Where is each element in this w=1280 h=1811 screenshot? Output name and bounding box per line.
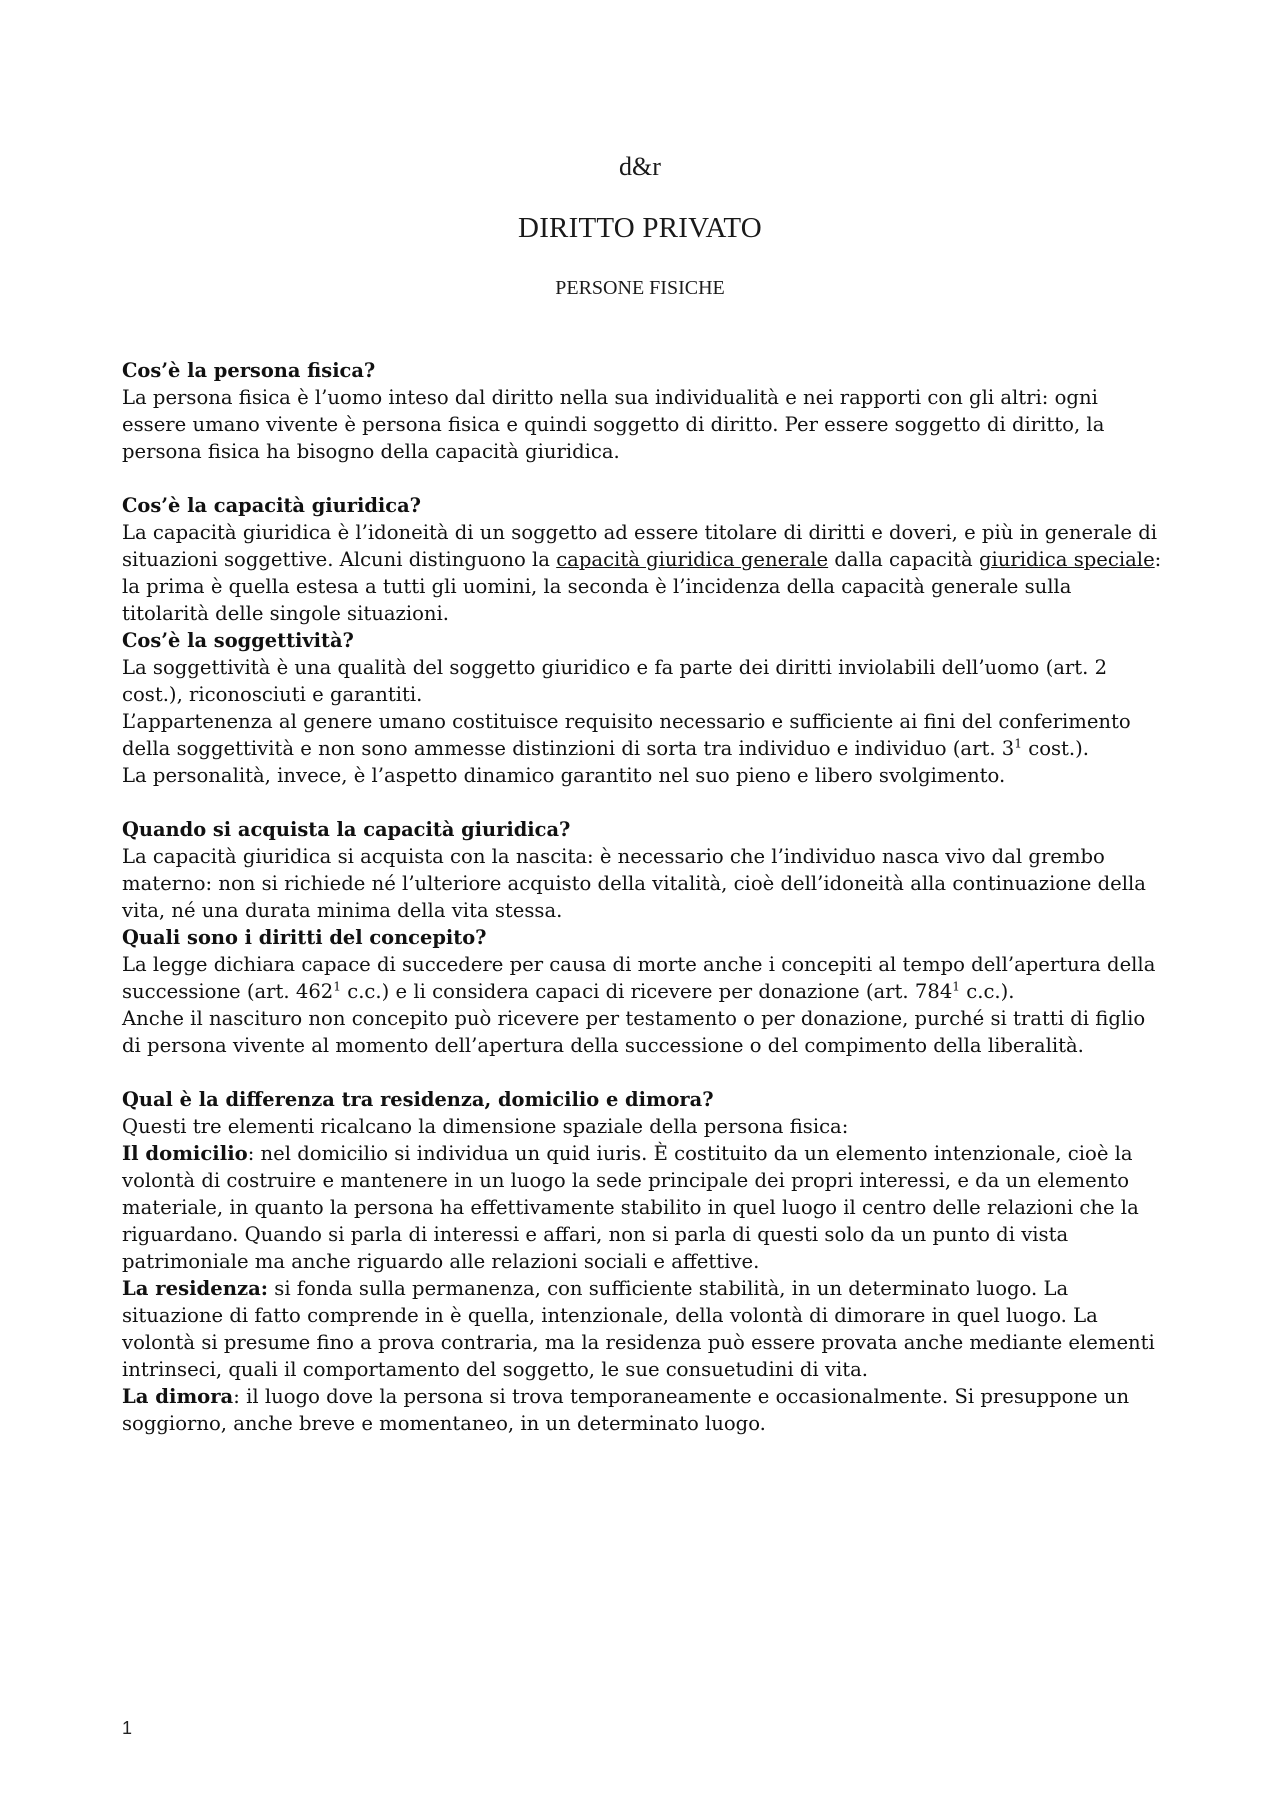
section-question: Cos’è la soggettività?: [122, 629, 354, 652]
underlined-term: giuridica speciale: [978, 548, 1155, 571]
text-run: L’appartenenza al genere umano costituisce requisito necessario e sufficiente ai fini del conferimento della soggettività e non sono ammesse distinzioni di sorta tra individuo e individuo (art. 3: [122, 710, 1131, 760]
section-paragraph: [122, 708, 1162, 762]
document-title: DIRITTO PRIVATO: [518, 212, 762, 244]
brand-mark: d&r: [619, 152, 661, 181]
definition-dimora: [122, 1383, 1162, 1437]
text-run: dalla capacità: [828, 548, 979, 571]
document-body: [122, 357, 1162, 1437]
section-question: Qual è la differenza tra residenza, domicilio e dimora?: [122, 1088, 714, 1111]
section-paragraph: La soggettività è una qualità del soggetto giuridico e fa parte dei diritti inviolabili dell’uomo (art. 2 cost.), riconosciuti e garantiti.: [122, 656, 1108, 706]
section-question: Quando si acquista la capacità giuridica?: [122, 818, 571, 841]
section-paragraph: [122, 519, 1162, 627]
document-subtitle: PERSONE FISICHE: [555, 277, 725, 299]
text-run: c.c.) e li considera capaci di ricevere per donazione (art. 784: [341, 980, 953, 1003]
section-soggettivita: [122, 627, 1162, 789]
superscript: 1: [1014, 736, 1022, 751]
definition-term: La dimora: [122, 1385, 234, 1408]
section-concepito: [122, 924, 1162, 1059]
definition-domicilio: [122, 1140, 1162, 1275]
text-run: : la prima è quella estesa a tutti gli uomini, la seconda è l’incidenza della capacità generale sulla titolarità delle singole situazioni.: [122, 548, 1162, 625]
superscript: 1: [333, 979, 341, 994]
text-run: : nel domicilio si individua un quid iuris. È costituito da un elemento intenzionale, cioè la volontà di costruire e mantenere in un luogo la sede principale dei propri interessi, e da un elemento materiale, in quanto la persona ha effettivamente stabilito in quel luogo il centro delle relazioni che la riguardano. Quando si parla di interessi e affari, non si parla di questi solo da un punto di vista patrimoniale ma anche riguardo alle relazioni sociali e affettive.: [122, 1142, 1139, 1273]
underlined-term: capacità giuridica generale: [556, 548, 829, 571]
text-run: : il luogo dove la persona si trova temporaneamente e occasionalmente. Si presuppone un soggiorno, anche breve e momentaneo, in un determinato luogo.: [122, 1385, 1130, 1435]
superscript: 1: [952, 979, 961, 994]
section-question: Cos’è la capacità giuridica?: [122, 494, 422, 517]
text-run: La legge dichiara capace di succedere per causa di morte anche i concepiti al tempo dell’apertura della successione (art. 462: [122, 953, 1156, 1003]
section-paragraph: La persona fisica è l’uomo inteso dal diritto nella sua individualità e nei rapporti con gli altri: ogni essere umano vivente è persona fisica e quindi soggetto di diritto. Per essere soggetto di diritto, la persona fisica ha bisogno della capacità giuridica.: [122, 386, 1105, 463]
text-run: si fonda sulla permanenza, con sufficiente stabilità, in un determinato luogo. La situazione di fatto comprende in è quella, intenzionale, della volontà di dimorare in quel luogo. La volontà si presume fino a prova contraria, ma la residenza può essere provata anche mediante elementi intrinseci, quali il comportamento del soggetto, le sue consuetudini di vita.: [122, 1277, 1155, 1381]
text-run: La capacità giuridica è l’idoneità di un soggetto ad essere titolare di diritti e doveri, e più in generale di situazioni soggettive. Alcuni distinguono la: [122, 521, 1158, 571]
text-run: c.c.).: [960, 980, 1015, 1003]
section-acquisto: [122, 816, 1162, 924]
section-paragraph: [122, 951, 1162, 1005]
section-question: Cos’è la persona fisica?: [122, 359, 376, 382]
section-paragraph: La personalità, invece, è l’aspetto dinamico garantito nel suo pieno e libero svolgimento.: [122, 764, 1006, 787]
section-paragraph: Questi tre elementi ricalcano la dimensione spaziale della persona fisica:: [122, 1115, 849, 1138]
section-question: Quali sono i diritti del concepito?: [122, 926, 487, 949]
section-capacita-giuridica: [122, 492, 1162, 627]
section-persona-fisica: [122, 357, 1162, 465]
definition-term: Il domicilio: [122, 1142, 248, 1165]
definition-term: La residenza:: [122, 1277, 269, 1300]
section-paragraph: La capacità giuridica si acquista con la nascita: è necessario che l’individuo nasca vivo dal grembo materno: non si richiede né l’ulteriore acquisto della vitalità, cioè dell’idoneità alla continuazione della vita, né una durata minima della vita stessa.: [122, 845, 1146, 922]
definition-residenza: [122, 1275, 1162, 1383]
section-residenza: [122, 1086, 1162, 1437]
page-number: 1: [122, 1718, 133, 1738]
text-run: cost.).: [1022, 737, 1090, 760]
section-paragraph: Anche il nascituro non concepito può ricevere per testamento o per donazione, purché si tratti di figlio di persona vivente al momento dell’apertura della successione o del compimento della liberalità.: [122, 1007, 1146, 1057]
